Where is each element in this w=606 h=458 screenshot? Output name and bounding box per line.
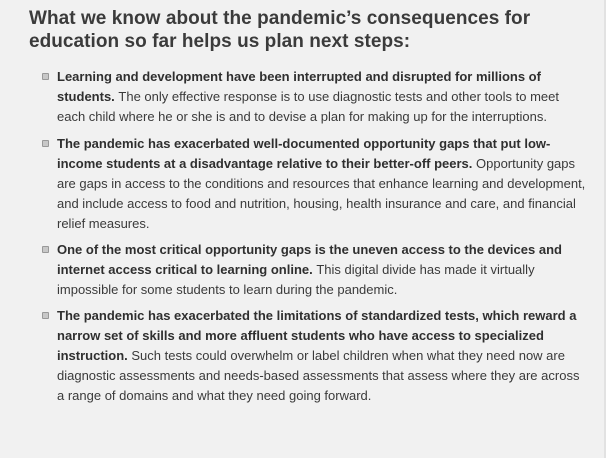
item-body-text: This digital divide has made it virtually impossible for some students to learn during the pandemic. bbox=[57, 262, 535, 297]
item-body-text: Such tests could overwhelm or label children when what they need now are diagnostic assessments and needs-based assessments that assess where they are across a range of domains and what they need going forward. bbox=[57, 348, 580, 403]
bullet-icon bbox=[42, 140, 49, 147]
item-lead-text: Learning and development have been interrupted and disrupted for millions of students. bbox=[57, 69, 541, 104]
item-lead-text: One of the most critical opportunity gaps is the uneven access to the devices and internet access critical to learning online. bbox=[57, 242, 562, 277]
item-body-text: Opportunity gaps are gaps in access to the conditions and resources that enhance learning and development, and include access to food and nutrition, housing, health insurance and care, and financial relief measures. bbox=[57, 156, 586, 231]
section-heading: What we know about the pandemic’s consequences for education so far helps us plan next steps: bbox=[29, 8, 531, 52]
bullet-list bbox=[29, 67, 586, 406]
item-body-text: The only effective response is to use diagnostic tests and other tools to meet each child where he or she is and to devise a plan for making up for the interruptions. bbox=[57, 89, 559, 124]
list-item bbox=[57, 306, 586, 406]
bullet-icon bbox=[42, 312, 49, 319]
item-lead-text: The pandemic has exacerbated well-documented opportunity gaps that put low-income students at a disadvantage relative to their better-off peers. bbox=[57, 136, 551, 171]
bullet-icon bbox=[42, 73, 49, 80]
bullet-icon bbox=[42, 246, 49, 253]
list-item bbox=[57, 240, 586, 300]
list-item bbox=[57, 67, 586, 127]
list-item bbox=[57, 134, 586, 234]
item-lead-text: The pandemic has exacerbated the limitations of standardized tests, which reward a narrow set of skills and more affluent students who have access to specialized instruction. bbox=[57, 308, 577, 363]
